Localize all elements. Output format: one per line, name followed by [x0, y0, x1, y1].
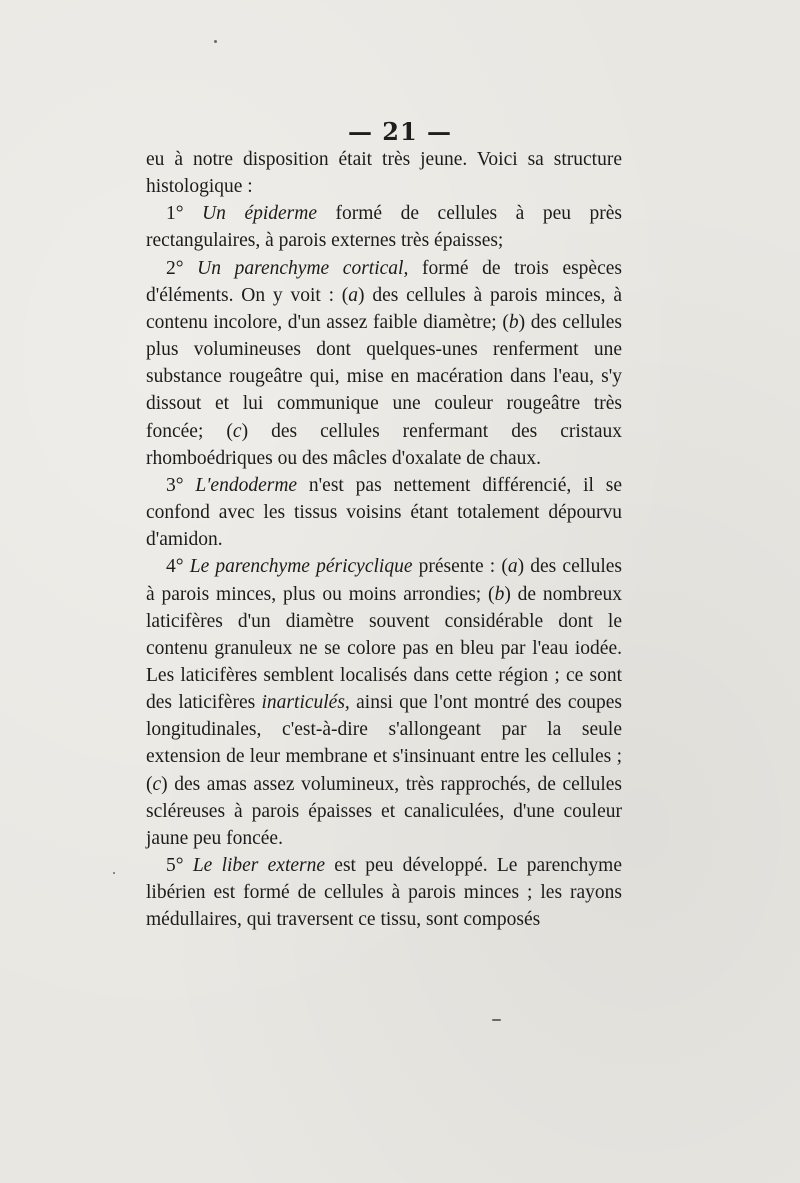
page-number: — 21 —: [347, 117, 453, 146]
paragraph-p0: [146, 146, 622, 200]
text-segment: ) de nombreux laticifères d'un diamètre souvent considérable dont le contenu granuleux ne se colore pas en bleu par l'eau iodée. Les laticifères semblent localisés dans cette région ; ce sont des laticifères: [146, 583, 622, 714]
text-segment: formé de cellules à peu près rectangulaires, à parois externes très épaisses;: [146, 203, 622, 252]
text-segment: ) des amas assez volumineux, très rapprochés, de cellules scléreuses à parois épaisses et canaliculées, d'une couleur jaune peu foncée.: [146, 773, 622, 849]
text-segment: ) des cellules à parois minces, à contenu incolore, d'un assez faible diamètre; (: [146, 284, 622, 333]
paragraph-p5: [146, 852, 622, 933]
italic-text: a: [348, 284, 359, 306]
italic-text: Un épiderme: [202, 203, 317, 225]
paragraph-p1: [146, 200, 622, 254]
italic-text: c: [152, 773, 162, 795]
italic-text: Le liber externe: [192, 855, 326, 877]
italic-text: a: [507, 556, 518, 578]
text-segment: 3°: [166, 474, 196, 496]
body-text: [146, 146, 622, 934]
text-segment: eu à notre disposition était très jeune. Voici sa structure histologique :: [146, 149, 622, 198]
text-segment: ) des cellules renfermant des cristaux rhomboédriques ou des mâcles d'oxalate de chaux.: [146, 420, 622, 469]
paragraph-p2: [146, 255, 622, 472]
text-segment: formé de trois espèces d'éléments. On y voit : (: [146, 257, 622, 306]
text-segment: est peu développé. Le parenchyme libérien est formé de cellules à parois minces ; les rayons médullaires, qui traversent ce tissu, sont composés: [146, 855, 622, 931]
ink-speck: [492, 1019, 501, 1021]
ink-speck: [214, 40, 217, 43]
text-segment: 4°: [166, 556, 190, 578]
italic-text: Le parenchyme péricyclique: [189, 556, 413, 578]
italic-text: b: [508, 311, 519, 333]
text-segment: présente : (: [412, 556, 508, 578]
text-segment: ) des cellules plus volumineuses dont quelques-unes renferment une substance rougeâtre qui, mise en macération dans l'eau, s'y dissout et lui communique une couleur rougeâtre très foncée; (: [146, 311, 622, 442]
italic-text: c: [232, 420, 242, 442]
paragraph-p3: [146, 472, 622, 553]
text-segment: 2°: [166, 257, 198, 279]
text-segment: 5°: [166, 855, 193, 877]
italic-text: L'endoderme: [195, 474, 298, 496]
text-segment: ) des cellules à parois minces, plus ou moins arrondies; (: [146, 556, 622, 605]
text-segment: 1°: [166, 203, 203, 225]
text-segment: n'est pas nettement différencié, il se confond avec les tissus voisins étant totalement dépourvu d'amidon.: [146, 474, 622, 551]
italic-text: inarticulés,: [261, 692, 350, 714]
italic-text: Un parenchyme cortical,: [197, 257, 409, 279]
ink-speck: [113, 872, 115, 874]
italic-text: b: [494, 583, 505, 605]
paragraph-p4: [146, 553, 622, 852]
text-segment: ainsi que l'ont montré des coupes longitudinales, c'est-à-dire s'allongeant par la seule extension de leur membrane et s'insinuant entre les cellules ; (: [146, 692, 622, 795]
